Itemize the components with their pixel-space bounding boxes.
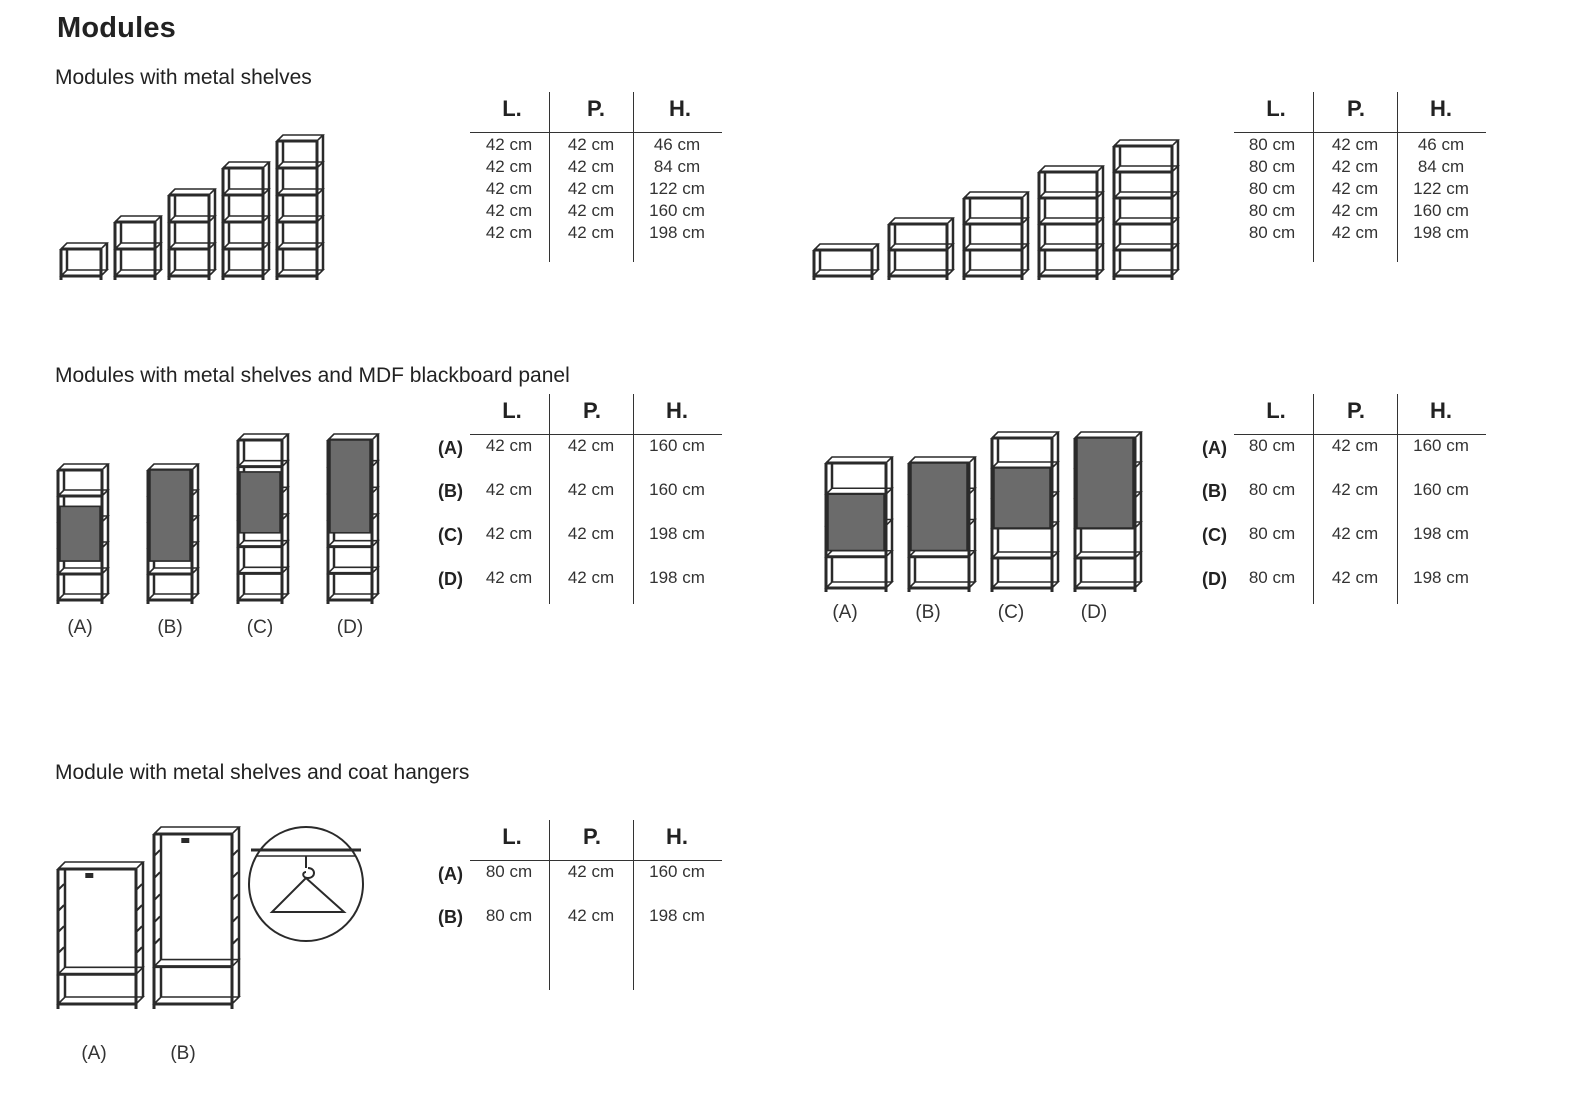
cell: 42 cm [485,201,533,220]
column-divider [1397,92,1398,262]
shelf-module [277,135,323,280]
cell: 42 cm [485,223,533,242]
cell: 42 cm [485,436,533,455]
narrow-shelf-modules-illustration [55,128,330,288]
cell: 160 cm [649,862,705,881]
cell: 42 cm [485,179,533,198]
cell: 46 cm [653,135,701,154]
cell: 122 cm [1413,179,1469,198]
cell: 42 cm [1331,568,1379,587]
shelf-module [328,434,378,604]
dimension-table-s2-wide [1202,394,1486,604]
row-code: (D) [438,569,463,589]
cell: 42 cm [567,568,615,587]
shelf-module [238,434,288,604]
dimension-table-s1-wide [1234,92,1486,262]
header-height: H. [666,824,688,849]
cell: 42 cm [567,480,615,499]
figure-label-b: (B) [915,602,941,623]
dimension-table-s1-narrow [470,92,722,262]
cell: 198 cm [649,524,705,543]
cell: 198 cm [649,568,705,587]
dimension-table-s3 [438,820,722,990]
cell: 42 cm [1331,436,1379,455]
column-divider [1397,394,1398,604]
cell: 42 cm [485,524,533,543]
cell: 42 cm [1331,157,1379,176]
cell: 80 cm [1248,436,1296,455]
cell: 42 cm [1331,135,1379,154]
wardrobe-module [154,827,239,1009]
row-code: (B) [438,481,463,501]
shelf-module [1075,432,1141,592]
cell: 80 cm [1248,157,1296,176]
header-length: L. [1266,398,1286,423]
cell: 80 cm [1248,568,1296,587]
wide-shelf-modules-illustration [808,128,1183,288]
cell: 42 cm [567,906,615,925]
cell: 42 cm [485,480,533,499]
header-depth: P. [1347,398,1365,423]
section-heading-blackboard-panel: Modules with metal shelves and MDF blackboard panel [55,364,570,387]
figure-label-a: (A) [832,602,858,623]
cell: 46 cm [1417,135,1465,154]
figure-label-a: (A) [67,617,93,638]
column-divider [633,394,634,604]
cell: 80 cm [1248,524,1296,543]
row-code: (A) [1202,438,1227,458]
cell: 42 cm [485,157,533,176]
cell: 84 cm [653,157,701,176]
coat-hanger-modules-illustration [50,820,370,1020]
row-code: (A) [438,438,463,458]
figure-label-d: (D) [1080,602,1108,623]
cell: 42 cm [567,135,615,154]
shelf-module [148,464,198,604]
row-code: (C) [1202,525,1227,545]
header-divider [470,860,722,861]
cell: 42 cm [1331,179,1379,198]
column-divider [549,820,550,990]
wardrobe-module [58,862,143,1009]
cell: 198 cm [1413,524,1469,543]
cell: 80 cm [485,862,533,881]
row-code: (B) [438,907,463,927]
header-divider [470,132,722,133]
shelf-module [169,189,215,280]
header-divider [470,434,722,435]
section-heading-metal-shelves: Modules with metal shelves [55,66,312,89]
wide-blackboard-modules-illustration [820,430,1150,605]
shelf-module [58,464,108,604]
cell: 160 cm [649,436,705,455]
row-code: (C) [438,525,463,545]
coat-hanger-icon [249,827,363,941]
cell: 42 cm [1331,201,1379,220]
header-height: H. [1430,398,1452,423]
shelf-module [964,192,1028,280]
cell: 42 cm [1331,223,1379,242]
cell: 198 cm [649,906,705,925]
header-divider [1234,132,1486,133]
cell: 198 cm [1413,568,1469,587]
row-code: (A) [438,864,463,884]
shelf-module [1039,166,1103,280]
header-length: L. [502,398,522,423]
shelf-module [826,457,892,592]
cell: 80 cm [1248,480,1296,499]
cell: 80 cm [1248,223,1296,242]
dimension-table-s2-narrow [438,394,722,604]
cell: 160 cm [1413,436,1469,455]
shelf-module [61,243,107,280]
row-code: (B) [1202,481,1227,501]
header-length: L. [1266,96,1286,121]
figure-label-b: (B) [170,1043,196,1064]
header-length: L. [502,96,522,121]
figure-label-b: (B) [157,617,183,638]
page-title: Modules [57,12,177,44]
cell: 80 cm [1248,135,1296,154]
cell: 198 cm [1413,223,1469,242]
header-divider [1234,434,1486,435]
figure-label-c: (C) [997,602,1025,623]
header-depth: P. [583,398,601,423]
shelf-module [909,457,975,592]
column-divider [633,92,634,262]
row-code: (D) [1202,569,1227,589]
header-depth: P. [1347,96,1365,121]
shelf-module [814,244,878,280]
cell: 42 cm [485,135,533,154]
figure-label-d: (D) [336,617,364,638]
narrow-blackboard-modules-illustration [52,430,382,615]
shelf-module [1114,140,1178,280]
cell: 42 cm [567,157,615,176]
column-divider [633,820,634,990]
cell: 160 cm [1413,201,1469,220]
cell: 42 cm [1331,524,1379,543]
header-height: H. [669,96,691,121]
figure-label-a: (A) [81,1043,107,1064]
header-height: H. [666,398,688,423]
header-depth: P. [587,96,605,121]
header-height: H. [1430,96,1452,121]
cell: 42 cm [567,524,615,543]
cell: 42 cm [567,862,615,881]
cell: 42 cm [567,201,615,220]
cell: 160 cm [649,480,705,499]
cell: 80 cm [485,906,533,925]
header-depth: P. [583,824,601,849]
header-length: L. [502,824,522,849]
cell: 80 cm [1248,201,1296,220]
figure-label-c: (C) [246,617,274,638]
cell: 122 cm [649,179,705,198]
section-heading-coat-hangers: Module with metal shelves and coat hangers [55,761,470,784]
cell: 42 cm [485,568,533,587]
shelf-module [992,432,1058,592]
cell: 42 cm [567,223,615,242]
cell: 84 cm [1417,157,1465,176]
cell: 198 cm [649,223,705,242]
shelf-module [889,218,953,280]
cell: 160 cm [649,201,705,220]
cell: 160 cm [1413,480,1469,499]
cell: 42 cm [567,179,615,198]
shelf-module [115,216,161,280]
cell: 42 cm [567,436,615,455]
cell: 42 cm [1331,480,1379,499]
cell: 80 cm [1248,179,1296,198]
shelf-module [223,162,269,280]
